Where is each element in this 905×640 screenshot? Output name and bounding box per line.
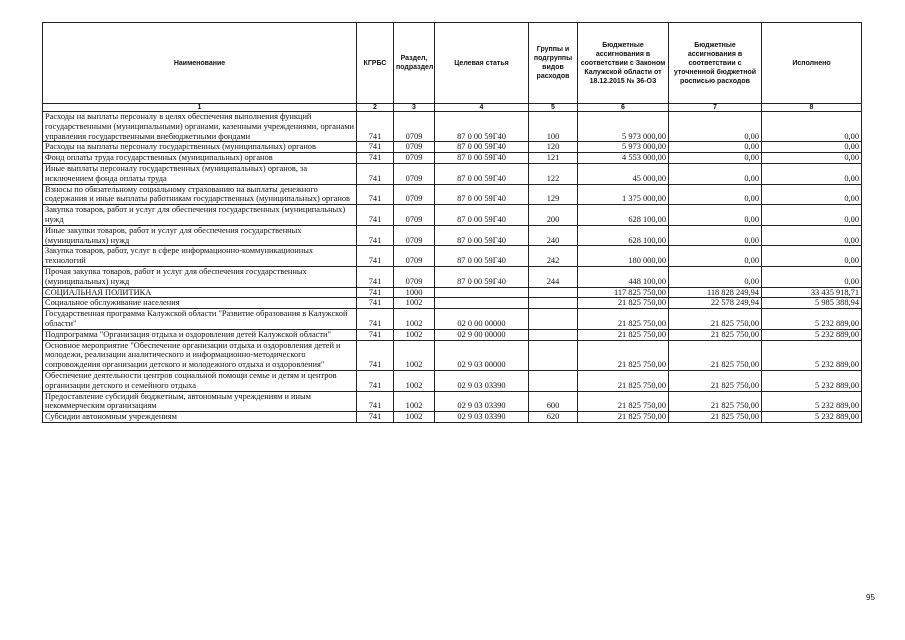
table-row: [43, 163, 862, 184]
section-cell: 1002: [394, 412, 435, 423]
kgrbs-cell: 741: [357, 412, 394, 423]
law-allocation-cell: 117 825 750,00: [578, 287, 669, 298]
section-cell: 0709: [394, 142, 435, 153]
header-target: Целевая статья: [435, 23, 529, 104]
law-allocation-cell: 21 825 750,00: [578, 412, 669, 423]
header-name: Наименование: [43, 23, 357, 104]
table-row: [43, 142, 862, 153]
target-article-cell: 87 0 00 59Г40: [435, 153, 529, 164]
law-allocation-cell: 448 100,00: [578, 266, 669, 287]
target-article-cell: 02 9 03 00000: [435, 340, 529, 370]
kgrbs-cell: 741: [357, 298, 394, 309]
executed-cell: 5 232 889,00: [762, 340, 862, 370]
law-allocation-cell: 5 973 000,00: [578, 112, 669, 142]
section-cell: 1002: [394, 370, 435, 391]
law-allocation-cell: 1 375 000,00: [578, 184, 669, 205]
refined-allocation-cell: 21 825 750,00: [669, 329, 762, 340]
expense-group-cell: 129: [529, 184, 578, 205]
row-name-cell: СОЦИАЛЬНАЯ ПОЛИТИКА: [43, 287, 357, 298]
page-number: 95: [866, 593, 875, 602]
executed-cell: 5 232 889,00: [762, 309, 862, 330]
target-article-cell: 02 9 03 03390: [435, 370, 529, 391]
refined-allocation-cell: 21 825 750,00: [669, 340, 762, 370]
section-cell: 1002: [394, 298, 435, 309]
target-article-cell: 02 9 03 03390: [435, 391, 529, 412]
law-allocation-cell: 45 000,00: [578, 163, 669, 184]
executed-cell: 5 232 889,00: [762, 391, 862, 412]
executed-cell: 0,00: [762, 112, 862, 142]
executed-cell: 0,00: [762, 266, 862, 287]
expense-group-cell: 240: [529, 225, 578, 246]
row-name-cell: Фонд оплаты труда государственных (муниципальных) органов: [43, 153, 357, 164]
section-cell: 1002: [394, 329, 435, 340]
expense-group-cell: 244: [529, 266, 578, 287]
table-row: [43, 225, 862, 246]
executed-cell: 0,00: [762, 142, 862, 153]
law-allocation-cell: 5 973 000,00: [578, 142, 669, 153]
target-article-cell: 87 0 00 59Г40: [435, 112, 529, 142]
kgrbs-cell: 741: [357, 287, 394, 298]
refined-allocation-cell: 21 825 750,00: [669, 391, 762, 412]
column-number: 6: [578, 104, 669, 112]
kgrbs-cell: 741: [357, 184, 394, 205]
expense-group-cell: 120: [529, 142, 578, 153]
target-article-cell: 87 0 00 59Г40: [435, 266, 529, 287]
table-row: [43, 266, 862, 287]
section-cell: 0709: [394, 205, 435, 226]
executed-cell: 33 435 918,71: [762, 287, 862, 298]
header-section: Раздел, подраздел: [394, 23, 435, 104]
executed-cell: 5 232 889,00: [762, 370, 862, 391]
table-row: [43, 184, 862, 205]
executed-cell: 5 232 889,00: [762, 412, 862, 423]
target-article-cell: 87 0 00 59Г40: [435, 142, 529, 153]
section-cell: 0709: [394, 246, 435, 267]
table-row: [43, 153, 862, 164]
target-article-cell: [435, 298, 529, 309]
refined-allocation-cell: 118 828 249,94: [669, 287, 762, 298]
row-name-cell: Расходы на выплаты персоналу государственных (муниципальных) органов: [43, 142, 357, 153]
executed-cell: 0,00: [762, 246, 862, 267]
section-cell: 0709: [394, 184, 435, 205]
expense-group-cell: 242: [529, 246, 578, 267]
row-name-cell: Взносы по обязательному социальному страхованию на выплаты денежного содержания и иные выплаты работникам государственных (муниципальных) органов: [43, 184, 357, 205]
header-kgrbs: КГРБС: [357, 23, 394, 104]
row-name-cell: Предоставление субсидий бюджетным, автономным учреждениям и иным некоммерческим организациям: [43, 391, 357, 412]
expense-group-cell: 600: [529, 391, 578, 412]
refined-allocation-cell: 0,00: [669, 184, 762, 205]
kgrbs-cell: 741: [357, 142, 394, 153]
expense-group-cell: 100: [529, 112, 578, 142]
kgrbs-cell: 741: [357, 391, 394, 412]
header-executed: Исполнено: [762, 23, 862, 104]
expense-group-cell: [529, 298, 578, 309]
refined-allocation-cell: 0,00: [669, 112, 762, 142]
law-allocation-cell: 628 100,00: [578, 205, 669, 226]
expense-group-cell: [529, 340, 578, 370]
expense-group-cell: 121: [529, 153, 578, 164]
expense-group-cell: [529, 287, 578, 298]
column-number: 3: [394, 104, 435, 112]
kgrbs-cell: 741: [357, 153, 394, 164]
row-name-cell: Прочая закупка товаров, работ и услуг для обеспечения государственных (муниципальных) нужд: [43, 266, 357, 287]
refined-allocation-cell: 21 825 750,00: [669, 412, 762, 423]
executed-cell: 0,00: [762, 205, 862, 226]
kgrbs-cell: 741: [357, 163, 394, 184]
table-row: [43, 205, 862, 226]
table-row: [43, 412, 862, 423]
law-allocation-cell: 180 000,00: [578, 246, 669, 267]
row-name-cell: Государственная программа Калужской области "Развитие образования в Калужской области": [43, 309, 357, 330]
row-name-cell: Социальное обслуживание населения: [43, 298, 357, 309]
refined-allocation-cell: 21 825 750,00: [669, 370, 762, 391]
target-article-cell: [435, 287, 529, 298]
executed-cell: 5 985 388,94: [762, 298, 862, 309]
column-number: 5: [529, 104, 578, 112]
table-row: [43, 112, 862, 142]
row-name-cell: Основное мероприятие "Обеспечение организации отдыха и оздоровления детей и молодежи, реализации аналитического и информационно-методического сопровождения организации детского и молодежного отдыха и оздоровления": [43, 340, 357, 370]
table-row: [43, 287, 862, 298]
expense-group-cell: 620: [529, 412, 578, 423]
kgrbs-cell: 741: [357, 112, 394, 142]
executed-cell: 0,00: [762, 225, 862, 246]
table-row: [43, 309, 862, 330]
row-name-cell: Иные выплаты персоналу государственных (муниципальных) органов, за исключением фонда оплаты труда: [43, 163, 357, 184]
refined-allocation-cell: 0,00: [669, 225, 762, 246]
refined-allocation-cell: 21 825 750,00: [669, 309, 762, 330]
target-article-cell: 87 0 00 59Г40: [435, 246, 529, 267]
section-cell: 1002: [394, 309, 435, 330]
executed-cell: 5 232 889,00: [762, 329, 862, 340]
column-number: 7: [669, 104, 762, 112]
column-number-row: [43, 104, 862, 112]
target-article-cell: 87 0 00 59Г40: [435, 163, 529, 184]
row-name-cell: Расходы на выплаты персоналу в целях обеспечения выполнения функций государственными (муниципальными) органами, казенными учреждениями, органами управления государственными внебюджетными фондами: [43, 112, 357, 142]
budget-table: [42, 22, 862, 423]
law-allocation-cell: 21 825 750,00: [578, 298, 669, 309]
table-row: [43, 329, 862, 340]
table-row: [43, 298, 862, 309]
kgrbs-cell: 741: [357, 370, 394, 391]
column-number: 2: [357, 104, 394, 112]
law-allocation-cell: 21 825 750,00: [578, 370, 669, 391]
header-row: [43, 23, 862, 104]
column-number: 1: [43, 104, 357, 112]
section-cell: 0709: [394, 163, 435, 184]
table-row: [43, 370, 862, 391]
expense-group-cell: [529, 370, 578, 391]
kgrbs-cell: 741: [357, 225, 394, 246]
table-row: [43, 340, 862, 370]
kgrbs-cell: 741: [357, 329, 394, 340]
target-article-cell: 87 0 00 59Г40: [435, 225, 529, 246]
section-cell: 0709: [394, 112, 435, 142]
expense-group-cell: 122: [529, 163, 578, 184]
row-name-cell: Иные закупки товаров, работ и услуг для обеспечения государственных (муниципальных) нужд: [43, 225, 357, 246]
section-cell: 1002: [394, 340, 435, 370]
column-number: 4: [435, 104, 529, 112]
refined-allocation-cell: 0,00: [669, 266, 762, 287]
kgrbs-cell: 741: [357, 246, 394, 267]
column-number: 8: [762, 104, 862, 112]
table-row: [43, 246, 862, 267]
target-article-cell: 02 9 00 00000: [435, 329, 529, 340]
refined-allocation-cell: 0,00: [669, 142, 762, 153]
law-allocation-cell: 628 100,00: [578, 225, 669, 246]
target-article-cell: 87 0 00 59Г40: [435, 205, 529, 226]
section-cell: 0709: [394, 153, 435, 164]
row-name-cell: Обеспечение деятельности центров социальной помощи семье и детям и центров организации детского и семейного отдыха: [43, 370, 357, 391]
refined-allocation-cell: 0,00: [669, 246, 762, 267]
header-law-allocations: Бюджетные ассигнования в соответствии с Законом Калужской области от 18.12.2015 № 36-ОЗ: [578, 23, 669, 104]
executed-cell: 0,00: [762, 163, 862, 184]
kgrbs-cell: 741: [357, 205, 394, 226]
row-name-cell: Закупка товаров, работ, услуг в сфере информационно-коммуникационных технологий: [43, 246, 357, 267]
expense-group-cell: [529, 329, 578, 340]
law-allocation-cell: 4 553 000,00: [578, 153, 669, 164]
header-refined-allocations: Бюджетные ассигнования в соответствии с уточненной бюджетной росписью расходов: [669, 23, 762, 104]
section-cell: 0709: [394, 225, 435, 246]
refined-allocation-cell: 0,00: [669, 163, 762, 184]
law-allocation-cell: 21 825 750,00: [578, 391, 669, 412]
law-allocation-cell: 21 825 750,00: [578, 340, 669, 370]
kgrbs-cell: 741: [357, 340, 394, 370]
row-name-cell: Субсидии автономным учреждениям: [43, 412, 357, 423]
refined-allocation-cell: 0,00: [669, 205, 762, 226]
row-name-cell: Подпрограмма "Организация отдыха и оздоровления детей Калужской области": [43, 329, 357, 340]
expense-group-cell: 200: [529, 205, 578, 226]
section-cell: 1000: [394, 287, 435, 298]
refined-allocation-cell: 0,00: [669, 153, 762, 164]
section-cell: 1002: [394, 391, 435, 412]
row-name-cell: Закупка товаров, работ и услуг для обеспечения государственных (муниципальных) нужд: [43, 205, 357, 226]
law-allocation-cell: 21 825 750,00: [578, 329, 669, 340]
executed-cell: 0,00: [762, 153, 862, 164]
section-cell: 0709: [394, 266, 435, 287]
target-article-cell: 87 0 00 59Г40: [435, 184, 529, 205]
kgrbs-cell: 741: [357, 309, 394, 330]
law-allocation-cell: 21 825 750,00: [578, 309, 669, 330]
expense-group-cell: [529, 309, 578, 330]
kgrbs-cell: 741: [357, 266, 394, 287]
executed-cell: 0,00: [762, 184, 862, 205]
target-article-cell: 02 0 00 00000: [435, 309, 529, 330]
table-row: [43, 391, 862, 412]
refined-allocation-cell: 22 578 249,94: [669, 298, 762, 309]
table-body: [43, 112, 862, 423]
header-groups: Группы и подгруппы видов расходов: [529, 23, 578, 104]
target-article-cell: 02 9 03 03390: [435, 412, 529, 423]
